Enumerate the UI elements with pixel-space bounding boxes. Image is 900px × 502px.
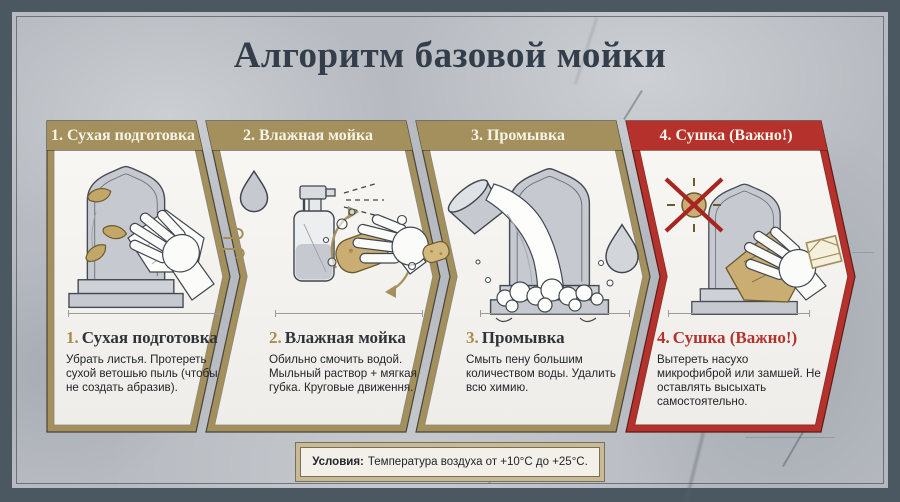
step-description-1: Убрать листья. Протереть сухой ветошью пыль (чтобы не создать абразив).: [66, 353, 218, 394]
step-description-3: Смыть пену большим количеством воды. Удалить всю химию.: [466, 353, 616, 394]
step-heading-4: [657, 328, 797, 348]
step-number: 4.: [657, 328, 670, 347]
step-band-label-3: 3. Промывка: [470, 127, 566, 144]
step-name: Сухая подготовка: [81, 328, 218, 347]
step-description-4: Вытереть насухо микрофиброй или замшей. Не оставлять высыхать самостоятельно.: [657, 353, 821, 408]
step-name: Влажная мойка: [284, 328, 406, 347]
page-title: Алгоритм базовой мойки: [233, 35, 667, 76]
step-heading-1: [66, 328, 218, 348]
step-number: 3.: [466, 328, 479, 347]
step-divider: [480, 313, 630, 314]
step-band-label-2: 2. Влажная мойка: [242, 127, 373, 144]
conditions-bar: [300, 447, 600, 477]
step-divider: [68, 313, 220, 314]
step-name: Сушка (Важно!): [672, 328, 798, 347]
step-heading-2: [269, 328, 406, 348]
step-description-2: Обильно смочить водой. Мыльный раствор + мягкая губка. Круговые движення.: [269, 353, 417, 394]
step-number: 2.: [269, 328, 282, 347]
step-divider: [275, 313, 423, 314]
step-divider: [668, 313, 810, 314]
conditions-text: Температура воздуха от +10°C до +25°C.: [367, 456, 588, 468]
step-heading-3: [466, 328, 565, 348]
step-number: 1.: [66, 328, 79, 347]
step-name: Промывка: [481, 328, 565, 347]
conditions-label: Условия:: [312, 456, 364, 468]
step-band-label-4: 4. Сушка (Важно!): [659, 127, 793, 144]
step-band-label-1: 1. Сухая подготовка: [51, 127, 195, 144]
